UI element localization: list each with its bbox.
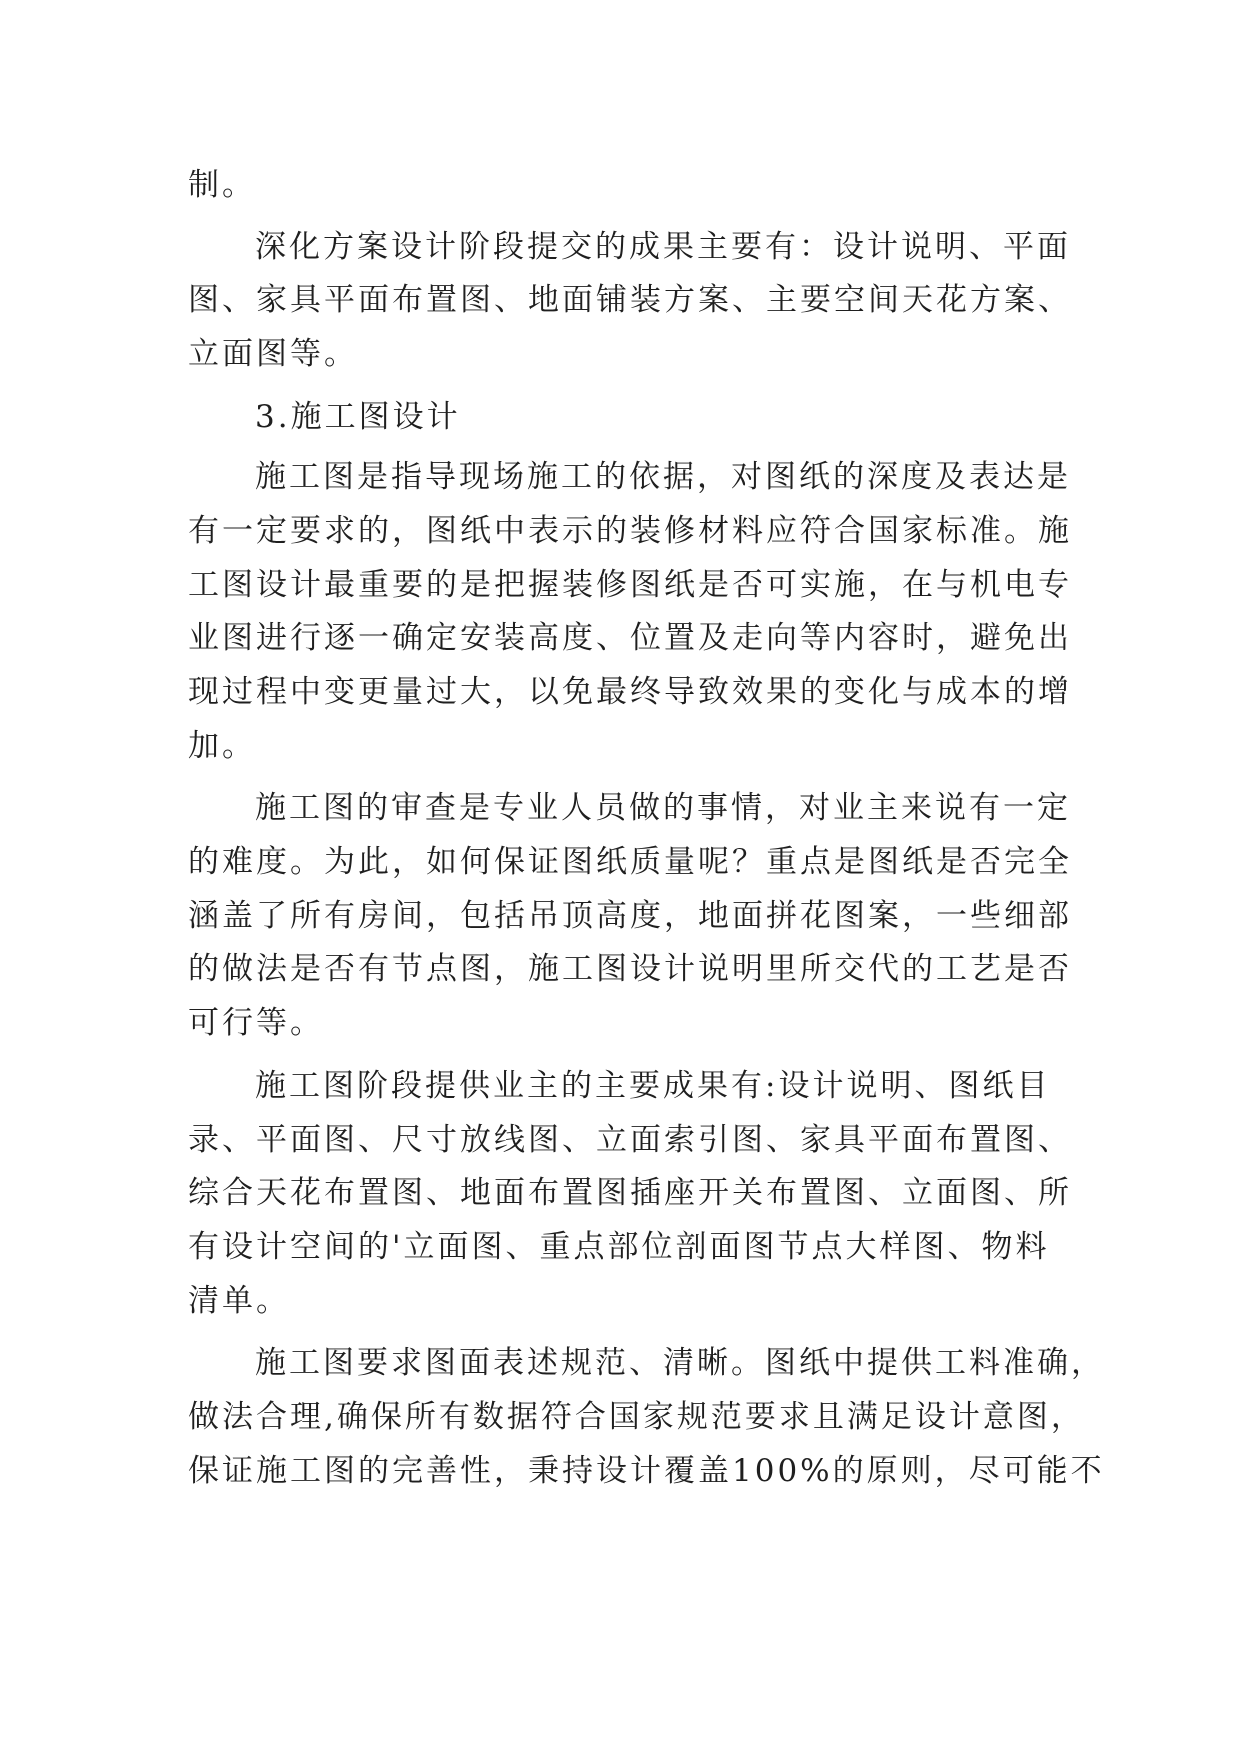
text-line: 立面图等。 xyxy=(188,336,358,372)
text-line: 加。 xyxy=(188,728,256,764)
text-line: 保证施工图的完善性，秉持设计覆盖100%的原则，尽可能不 xyxy=(188,1453,1105,1489)
text-line: 业图进行逐一确定安装高度、位置及走向等内容时，避免出 xyxy=(188,620,1072,656)
text-line: 综合天花布置图、地面布置图插座开关布置图、立面图、所 xyxy=(188,1175,1072,1211)
text-line: 有设计空间的'立面图、重点部位剖面图节点大样图、物料 xyxy=(188,1229,1050,1265)
text-line: 涵盖了所有房间，包括吊顶高度，地面拼花图案，一些细部 xyxy=(188,898,1072,934)
text-line: 有一定要求的，图纸中表示的装修材料应符合国家标准。施 xyxy=(188,513,1072,549)
text-line: 可行等。 xyxy=(188,1005,324,1041)
text-line: 施工图是指导现场施工的依据，对图纸的深度及表达是 xyxy=(255,459,1071,495)
text-line: 施工图阶段提供业主的主要成果有:设计说明、图纸目 xyxy=(255,1068,1051,1104)
text-line: 制。 xyxy=(188,167,256,203)
section-heading: 3.施工图设计 xyxy=(255,399,461,435)
text-line: 施工图的审查是专业人员做的事情，对业主来说有一定 xyxy=(255,790,1071,826)
text-line: 施工图要求图面表述规范、清晰。图纸中提供工料准确， xyxy=(255,1345,1105,1381)
text-line: 深化方案设计阶段提交的成果主要有：设计说明、平面 xyxy=(255,229,1071,265)
text-line: 图、家具平面布置图、地面铺装方案、主要空间天花方案、 xyxy=(188,282,1072,318)
text-line: 做法合理,确保所有数据符合国家规范要求且满足设计意图， xyxy=(188,1399,1085,1435)
text-line: 的做法是否有节点图，施工图设计说明里所交代的工艺是否 xyxy=(188,951,1072,987)
text-line: 录、平面图、尺寸放线图、立面索引图、家具平面布置图、 xyxy=(188,1122,1072,1158)
text-line: 清单。 xyxy=(188,1283,290,1319)
text-line: 工图设计最重要的是把握装修图纸是否可实施，在与机电专 xyxy=(188,567,1072,603)
text-line: 的难度。为此，如何保证图纸质量呢？重点是图纸是否完全 xyxy=(188,844,1072,880)
text-line: 现过程中变更量过大，以免最终导致效果的变化与成本的增 xyxy=(188,674,1072,710)
